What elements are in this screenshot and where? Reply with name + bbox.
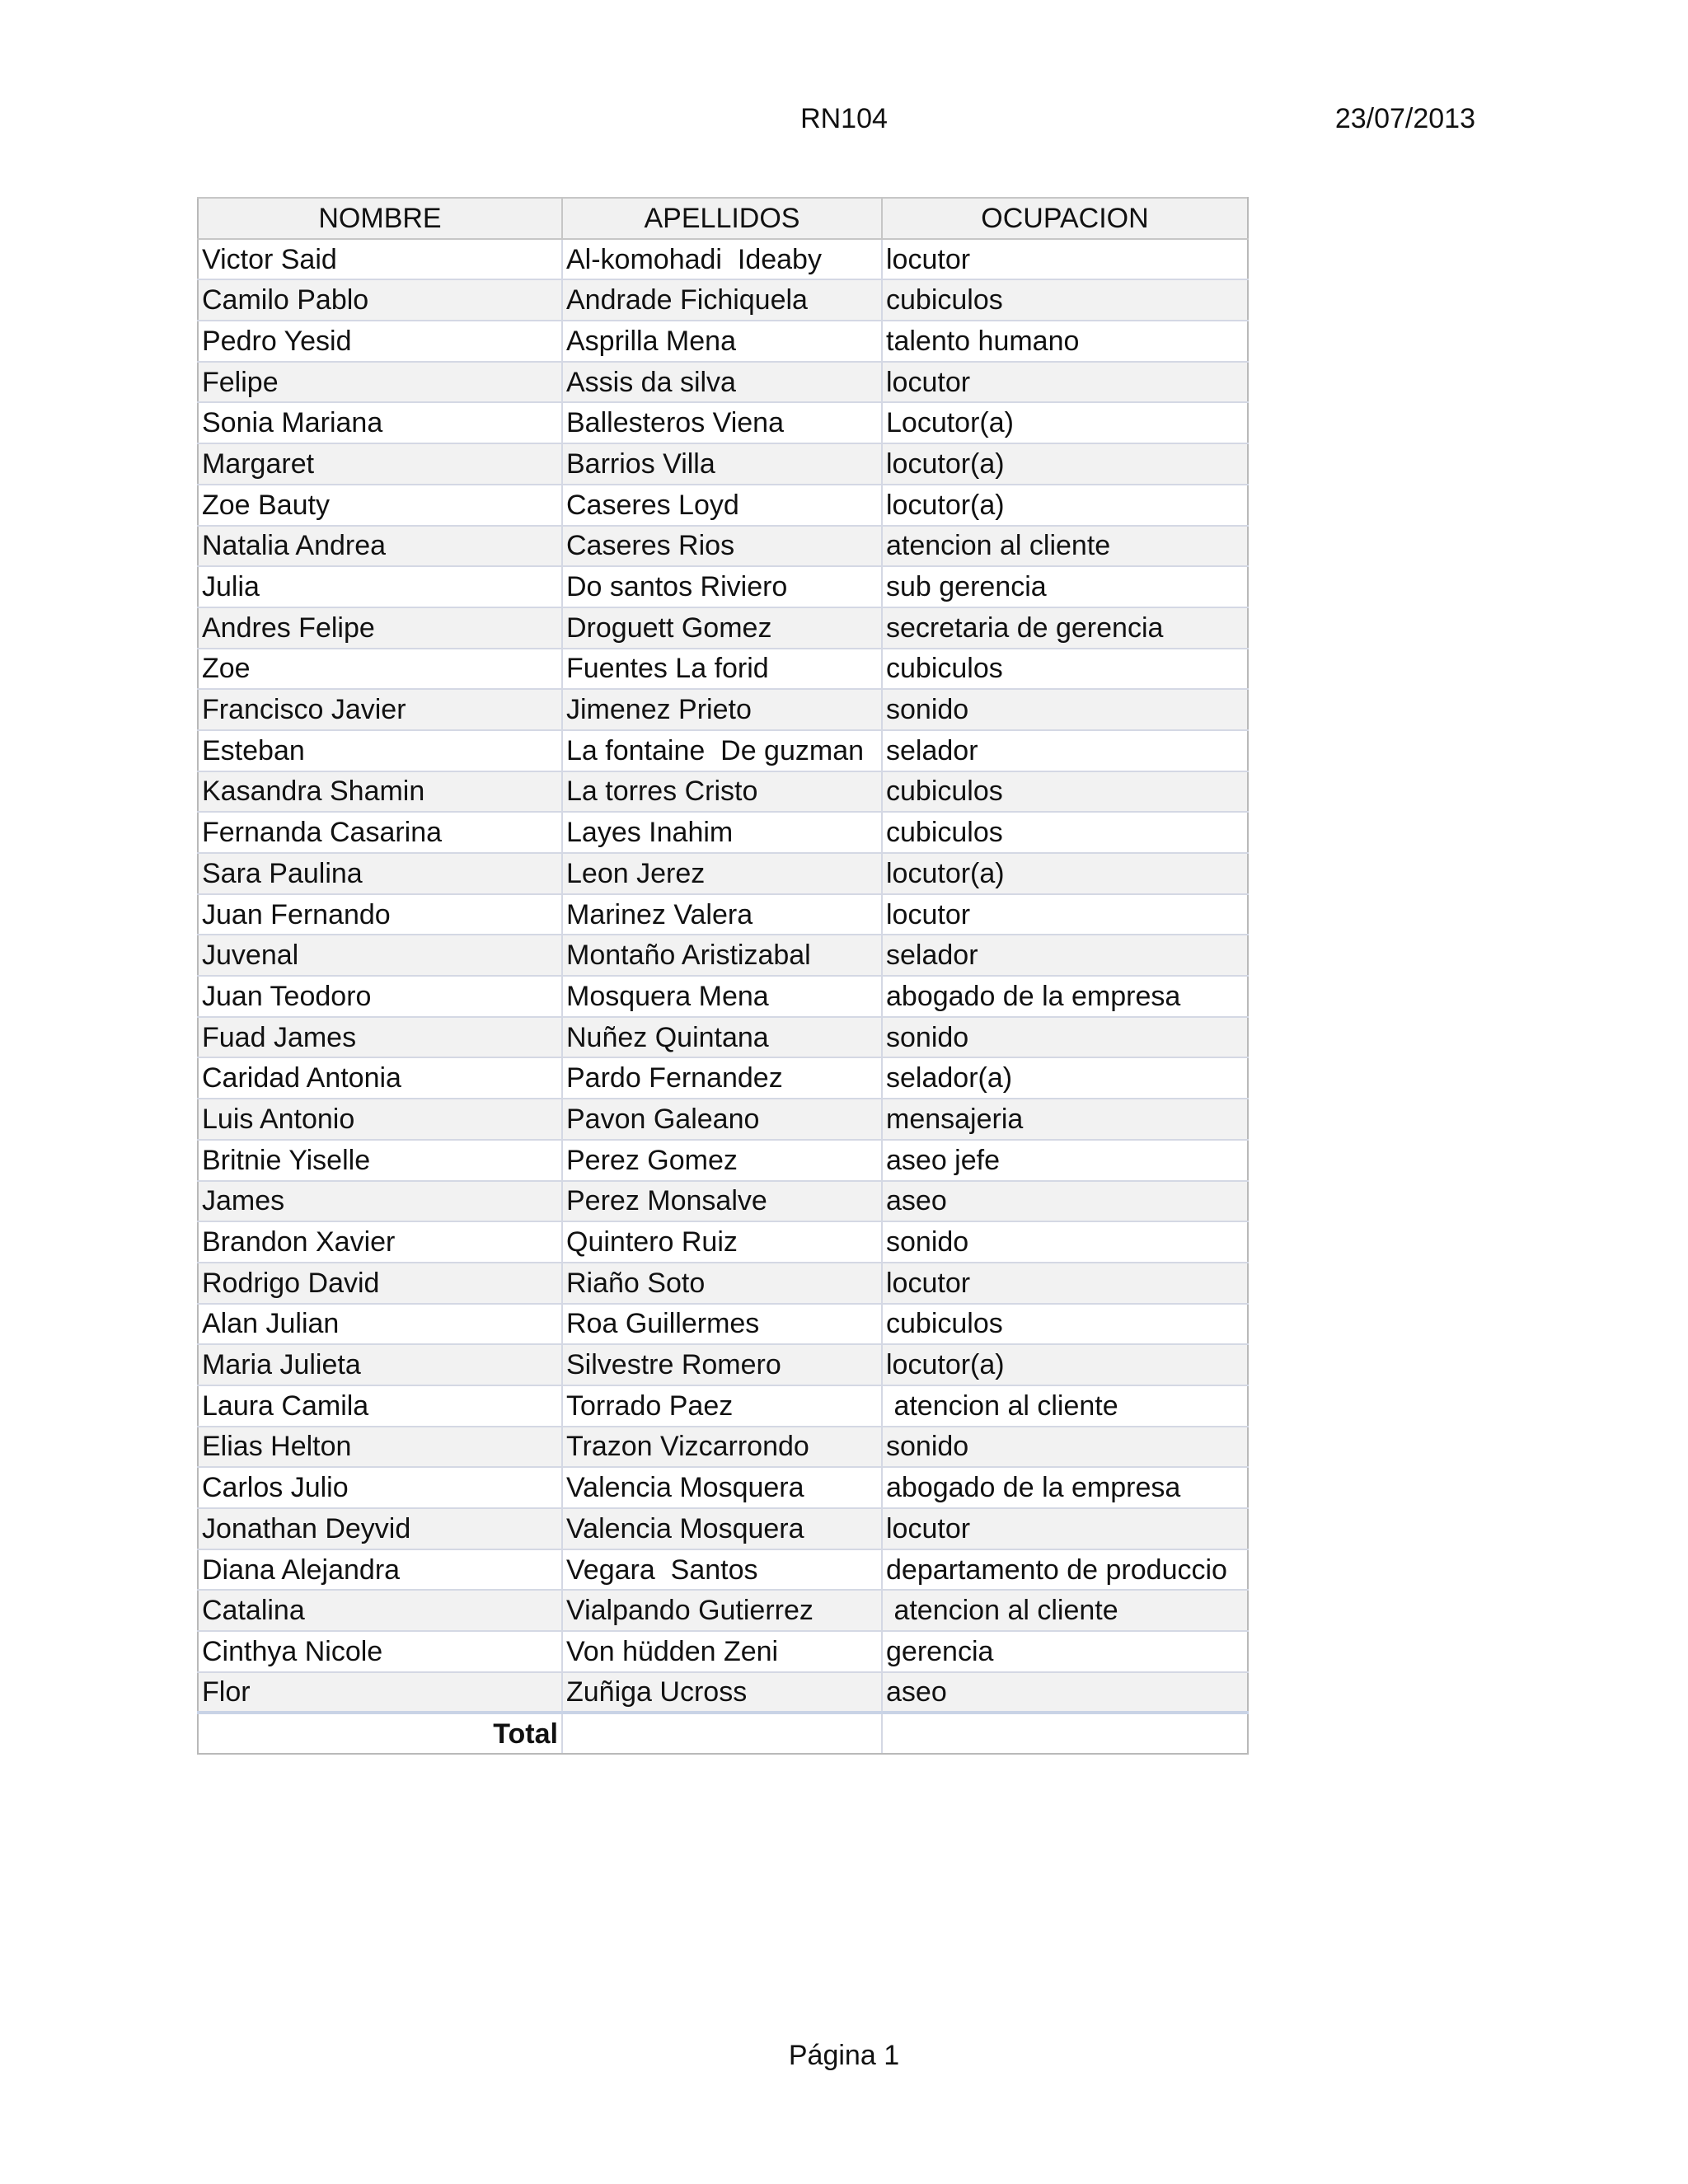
table-header-row bbox=[198, 198, 1248, 239]
cell-apellidos: Riaño Soto bbox=[562, 1263, 882, 1304]
cell-ocupacion: aseo bbox=[882, 1672, 1248, 1713]
table-row bbox=[198, 730, 1248, 771]
table-row bbox=[198, 1549, 1248, 1591]
table-row bbox=[198, 1263, 1248, 1304]
table-row bbox=[198, 689, 1248, 730]
cell-nombre: Laura Camila bbox=[198, 1385, 562, 1427]
cell-nombre: Alan Julian bbox=[198, 1304, 562, 1345]
cell-apellidos: Andrade Fichiquela bbox=[562, 279, 882, 321]
total-row bbox=[198, 1713, 1248, 1754]
total-apellidos-cell bbox=[562, 1713, 882, 1754]
table-row bbox=[198, 1057, 1248, 1099]
cell-apellidos: Pardo Fernandez bbox=[562, 1057, 882, 1099]
table-row bbox=[198, 239, 1248, 280]
cell-apellidos: Zuñiga Ucross bbox=[562, 1672, 882, 1713]
cell-ocupacion: locutor(a) bbox=[882, 443, 1248, 485]
cell-apellidos: Asprilla Mena bbox=[562, 321, 882, 362]
cell-nombre: Sara Paulina bbox=[198, 853, 562, 894]
table-row bbox=[198, 1344, 1248, 1385]
table-row bbox=[198, 1181, 1248, 1222]
cell-ocupacion: atencion al cliente bbox=[882, 526, 1248, 567]
cell-apellidos: Caseres Loyd bbox=[562, 485, 882, 526]
cell-nombre: James bbox=[198, 1181, 562, 1222]
cell-nombre: Victor Said bbox=[198, 239, 562, 280]
cell-apellidos: Trazon Vizcarrondo bbox=[562, 1427, 882, 1468]
cell-nombre: Camilo Pablo bbox=[198, 279, 562, 321]
cell-nombre: Diana Alejandra bbox=[198, 1549, 562, 1591]
cell-apellidos: Valencia Mosquera bbox=[562, 1508, 882, 1549]
table-row bbox=[198, 976, 1248, 1017]
cell-apellidos: Layes Inahim bbox=[562, 812, 882, 853]
cell-nombre: Rodrigo David bbox=[198, 1263, 562, 1304]
table-row bbox=[198, 935, 1248, 976]
cell-apellidos: Montaño Aristizabal bbox=[562, 935, 882, 976]
cell-nombre: Andres Felipe bbox=[198, 607, 562, 649]
cell-nombre: Catalina bbox=[198, 1590, 562, 1631]
cell-apellidos: Silvestre Romero bbox=[562, 1344, 882, 1385]
cell-nombre: Luis Antonio bbox=[198, 1099, 562, 1140]
cell-nombre: Cinthya Nicole bbox=[198, 1631, 562, 1672]
cell-ocupacion: locutor bbox=[882, 1508, 1248, 1549]
cell-nombre: Flor bbox=[198, 1672, 562, 1713]
cell-ocupacion: Locutor(a) bbox=[882, 402, 1248, 443]
cell-ocupacion: secretaria de gerencia bbox=[882, 607, 1248, 649]
cell-apellidos: Perez Gomez bbox=[562, 1140, 882, 1181]
cell-apellidos: Torrado Paez bbox=[562, 1385, 882, 1427]
cell-ocupacion: atencion al cliente bbox=[882, 1385, 1248, 1427]
staff-table bbox=[197, 197, 1249, 1755]
table-row bbox=[198, 1140, 1248, 1181]
cell-ocupacion: locutor(a) bbox=[882, 485, 1248, 526]
cell-nombre: Brandon Xavier bbox=[198, 1221, 562, 1263]
cell-nombre: Juan Teodoro bbox=[198, 976, 562, 1017]
cell-apellidos: Fuentes La forid bbox=[562, 649, 882, 690]
cell-ocupacion: atencion al cliente bbox=[882, 1590, 1248, 1631]
cell-nombre: Jonathan Deyvid bbox=[198, 1508, 562, 1549]
table-row bbox=[198, 402, 1248, 443]
cell-apellidos: Mosquera Mena bbox=[562, 976, 882, 1017]
cell-apellidos: Caseres Rios bbox=[562, 526, 882, 567]
table-row bbox=[198, 853, 1248, 894]
cell-ocupacion: gerencia bbox=[882, 1631, 1248, 1672]
cell-nombre: Fuad James bbox=[198, 1017, 562, 1058]
cell-apellidos: Von hüdden Zeni bbox=[562, 1631, 882, 1672]
cell-ocupacion: locutor bbox=[882, 239, 1248, 280]
cell-ocupacion: cubiculos bbox=[882, 279, 1248, 321]
table-row bbox=[198, 1631, 1248, 1672]
cell-ocupacion: talento humano bbox=[882, 321, 1248, 362]
cell-apellidos: Vegara Santos bbox=[562, 1549, 882, 1591]
table-row bbox=[198, 566, 1248, 607]
cell-nombre: Fernanda Casarina bbox=[198, 812, 562, 853]
table-row bbox=[198, 485, 1248, 526]
cell-apellidos: Nuñez Quintana bbox=[562, 1017, 882, 1058]
table-row bbox=[198, 894, 1248, 935]
cell-apellidos: Roa Guillermes bbox=[562, 1304, 882, 1345]
table-row bbox=[198, 1385, 1248, 1427]
cell-nombre: Caridad Antonia bbox=[198, 1057, 562, 1099]
cell-nombre: Francisco Javier bbox=[198, 689, 562, 730]
cell-nombre: Zoe Bauty bbox=[198, 485, 562, 526]
table-row bbox=[198, 1304, 1248, 1345]
page-header-date: 23/07/2013 bbox=[1334, 103, 1475, 134]
cell-apellidos: Perez Monsalve bbox=[562, 1181, 882, 1222]
cell-apellidos: Al-komohadi Ideaby bbox=[562, 239, 882, 280]
cell-ocupacion: locutor(a) bbox=[882, 1344, 1248, 1385]
cell-ocupacion: sonido bbox=[882, 689, 1248, 730]
table-row bbox=[198, 771, 1248, 813]
cell-apellidos: Barrios Villa bbox=[562, 443, 882, 485]
cell-apellidos: Vialpando Gutierrez bbox=[562, 1590, 882, 1631]
cell-ocupacion: selador bbox=[882, 730, 1248, 771]
cell-nombre: Carlos Julio bbox=[198, 1467, 562, 1508]
table-row bbox=[198, 321, 1248, 362]
column-header-nombre: NOMBRE bbox=[198, 198, 562, 239]
cell-apellidos: Pavon Galeano bbox=[562, 1099, 882, 1140]
cell-nombre: Maria Julieta bbox=[198, 1344, 562, 1385]
cell-nombre: Juvenal bbox=[198, 935, 562, 976]
cell-nombre: Natalia Andrea bbox=[198, 526, 562, 567]
cell-apellidos: La fontaine De guzman bbox=[562, 730, 882, 771]
table-row bbox=[198, 649, 1248, 690]
cell-apellidos: Jimenez Prieto bbox=[562, 689, 882, 730]
table-row bbox=[198, 443, 1248, 485]
table-row bbox=[198, 1672, 1248, 1713]
cell-nombre: Esteban bbox=[198, 730, 562, 771]
table-row bbox=[198, 1427, 1248, 1468]
cell-ocupacion: sonido bbox=[882, 1017, 1248, 1058]
cell-ocupacion: locutor bbox=[882, 362, 1248, 403]
table-row bbox=[198, 1508, 1248, 1549]
total-ocupacion-cell bbox=[882, 1713, 1248, 1754]
cell-nombre: Pedro Yesid bbox=[198, 321, 562, 362]
cell-ocupacion: departamento de produccio bbox=[882, 1549, 1248, 1591]
table-row bbox=[198, 1099, 1248, 1140]
cell-nombre: Margaret bbox=[198, 443, 562, 485]
column-header-apellidos: APELLIDOS bbox=[562, 198, 882, 239]
table-row bbox=[198, 362, 1248, 403]
cell-nombre: Britnie Yiselle bbox=[198, 1140, 562, 1181]
cell-ocupacion: abogado de la empresa bbox=[882, 976, 1248, 1017]
cell-nombre: Juan Fernando bbox=[198, 894, 562, 935]
cell-ocupacion: sub gerencia bbox=[882, 566, 1248, 607]
cell-nombre: Julia bbox=[198, 566, 562, 607]
page-footer: Página 1 bbox=[788, 2040, 900, 2071]
cell-ocupacion: locutor bbox=[882, 1263, 1248, 1304]
cell-nombre: Kasandra Shamin bbox=[198, 771, 562, 813]
cell-apellidos: Assis da silva bbox=[562, 362, 882, 403]
cell-apellidos: Valencia Mosquera bbox=[562, 1467, 882, 1508]
cell-nombre: Elias Helton bbox=[198, 1427, 562, 1468]
cell-ocupacion: aseo jefe bbox=[882, 1140, 1248, 1181]
cell-ocupacion: mensajeria bbox=[882, 1099, 1248, 1140]
table-row bbox=[198, 812, 1248, 853]
cell-ocupacion: locutor bbox=[882, 894, 1248, 935]
cell-ocupacion: aseo bbox=[882, 1181, 1248, 1222]
table-body bbox=[198, 239, 1248, 1713]
cell-ocupacion: cubiculos bbox=[882, 1304, 1248, 1345]
cell-ocupacion: selador bbox=[882, 935, 1248, 976]
table-row bbox=[198, 1467, 1248, 1508]
table-row bbox=[198, 279, 1248, 321]
table-row bbox=[198, 607, 1248, 649]
cell-apellidos: Leon Jerez bbox=[562, 853, 882, 894]
cell-apellidos: Marinez Valera bbox=[562, 894, 882, 935]
cell-apellidos: Quintero Ruiz bbox=[562, 1221, 882, 1263]
cell-apellidos: Ballesteros Viena bbox=[562, 402, 882, 443]
total-label: Total bbox=[198, 1713, 562, 1754]
table-row bbox=[198, 1221, 1248, 1263]
cell-ocupacion: abogado de la empresa bbox=[882, 1467, 1248, 1508]
cell-ocupacion: locutor(a) bbox=[882, 853, 1248, 894]
table-row bbox=[198, 526, 1248, 567]
cell-apellidos: Droguett Gomez bbox=[562, 607, 882, 649]
cell-ocupacion: cubiculos bbox=[882, 771, 1248, 813]
cell-nombre: Zoe bbox=[198, 649, 562, 690]
cell-ocupacion: cubiculos bbox=[882, 812, 1248, 853]
page-header-title: RN104 bbox=[800, 103, 888, 134]
cell-ocupacion: cubiculos bbox=[882, 649, 1248, 690]
cell-ocupacion: sonido bbox=[882, 1427, 1248, 1468]
cell-ocupacion: selador(a) bbox=[882, 1057, 1248, 1099]
cell-apellidos: La torres Cristo bbox=[562, 771, 882, 813]
cell-apellidos: Do santos Riviero bbox=[562, 566, 882, 607]
cell-ocupacion: sonido bbox=[882, 1221, 1248, 1263]
table-row bbox=[198, 1590, 1248, 1631]
cell-nombre: Felipe bbox=[198, 362, 562, 403]
table-row bbox=[198, 1017, 1248, 1058]
column-header-ocupacion: OCUPACION bbox=[882, 198, 1248, 239]
cell-nombre: Sonia Mariana bbox=[198, 402, 562, 443]
